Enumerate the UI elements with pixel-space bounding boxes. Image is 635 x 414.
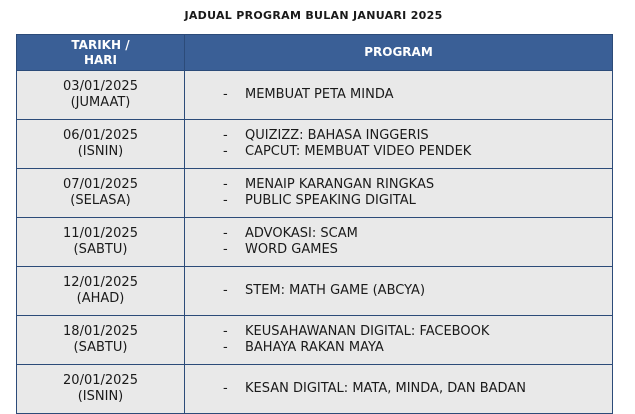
program-cell (185, 120, 613, 169)
table-row (17, 316, 613, 365)
date-text: 18/01/2025 (63, 324, 138, 339)
bullet-dash: - (223, 324, 228, 339)
program-cell (185, 316, 613, 365)
date-text: 11/01/2025 (63, 226, 138, 241)
program-text: BAHAYA RAKAN MAYA (245, 340, 384, 355)
bullet-dash: - (223, 381, 228, 396)
date-cell (17, 71, 185, 120)
day-text: (SELASA) (70, 193, 131, 208)
bullet-dash: - (223, 193, 228, 208)
date-column-header-line2: HARI (83, 52, 118, 67)
program-item (223, 381, 612, 397)
page-title: JADUAL PROGRAM BULAN JANUARI 2025 (184, 9, 443, 22)
bullet-dash: - (223, 340, 228, 355)
program-item (223, 324, 612, 340)
date-cell (17, 267, 185, 316)
program-text: CAPCUT: MEMBUAT VIDEO PENDEK (245, 144, 472, 159)
program-cell (185, 218, 613, 267)
table-row (17, 120, 613, 169)
date-text: 03/01/2025 (63, 79, 138, 94)
program-item (223, 226, 612, 242)
bullet-dash: - (223, 283, 228, 298)
program-text: MENAIP KARANGAN RINGKAS (245, 177, 435, 192)
date-cell (17, 365, 185, 414)
schedule-table (16, 34, 613, 414)
day-text: (SABTU) (73, 340, 128, 355)
bullet-dash: - (223, 87, 228, 102)
day-text: (AHAD) (76, 291, 125, 306)
program-item (223, 87, 612, 103)
program-text: WORD GAMES (245, 242, 338, 257)
program-cell (185, 169, 613, 218)
date-column-header (17, 35, 185, 71)
date-cell (17, 120, 185, 169)
date-text: 07/01/2025 (63, 177, 138, 192)
bullet-dash: - (223, 226, 228, 241)
table-row (17, 218, 613, 267)
date-text: 12/01/2025 (63, 275, 138, 290)
table-header-row (17, 35, 613, 71)
program-text: PUBLIC SPEAKING DIGITAL (245, 193, 416, 208)
day-text: (ISNIN) (77, 389, 124, 404)
program-item (223, 242, 612, 258)
program-text: STEM: MATH GAME (ABCYA) (245, 283, 426, 298)
program-cell (185, 267, 613, 316)
program-item (223, 340, 612, 356)
date-cell (17, 169, 185, 218)
bullet-dash: - (223, 128, 228, 143)
program-item (223, 144, 612, 160)
day-text: (ISNIN) (77, 144, 124, 159)
bullet-dash: - (223, 144, 228, 159)
bullet-dash: - (223, 242, 228, 257)
program-text: KESAN DIGITAL: MATA, MINDA, DAN BADAN (245, 381, 526, 396)
table-row (17, 169, 613, 218)
table-row (17, 365, 613, 414)
date-column-header-line1: TARIKH / (71, 37, 130, 52)
program-cell (185, 71, 613, 120)
date-cell (17, 218, 185, 267)
program-column-header: PROGRAM (185, 35, 613, 71)
table-row (17, 71, 613, 120)
program-item (223, 193, 612, 209)
program-text: QUIZIZZ: BAHASA INGGERIS (245, 128, 429, 143)
program-item (223, 128, 612, 144)
schedule-body (17, 71, 613, 414)
date-text: 20/01/2025 (63, 373, 138, 388)
program-text: ADVOKASI: SCAM (245, 226, 358, 241)
program-item (223, 283, 612, 299)
date-text: 06/01/2025 (63, 128, 138, 143)
table-row (17, 267, 613, 316)
day-text: (JUMAAT) (70, 95, 131, 110)
date-cell (17, 316, 185, 365)
program-cell (185, 365, 613, 414)
program-text: MEMBUAT PETA MINDA (245, 87, 394, 102)
program-item (223, 177, 612, 193)
day-text: (SABTU) (73, 242, 128, 257)
program-text: KEUSAHAWANAN DIGITAL: FACEBOOK (245, 324, 490, 339)
bullet-dash: - (223, 177, 228, 192)
